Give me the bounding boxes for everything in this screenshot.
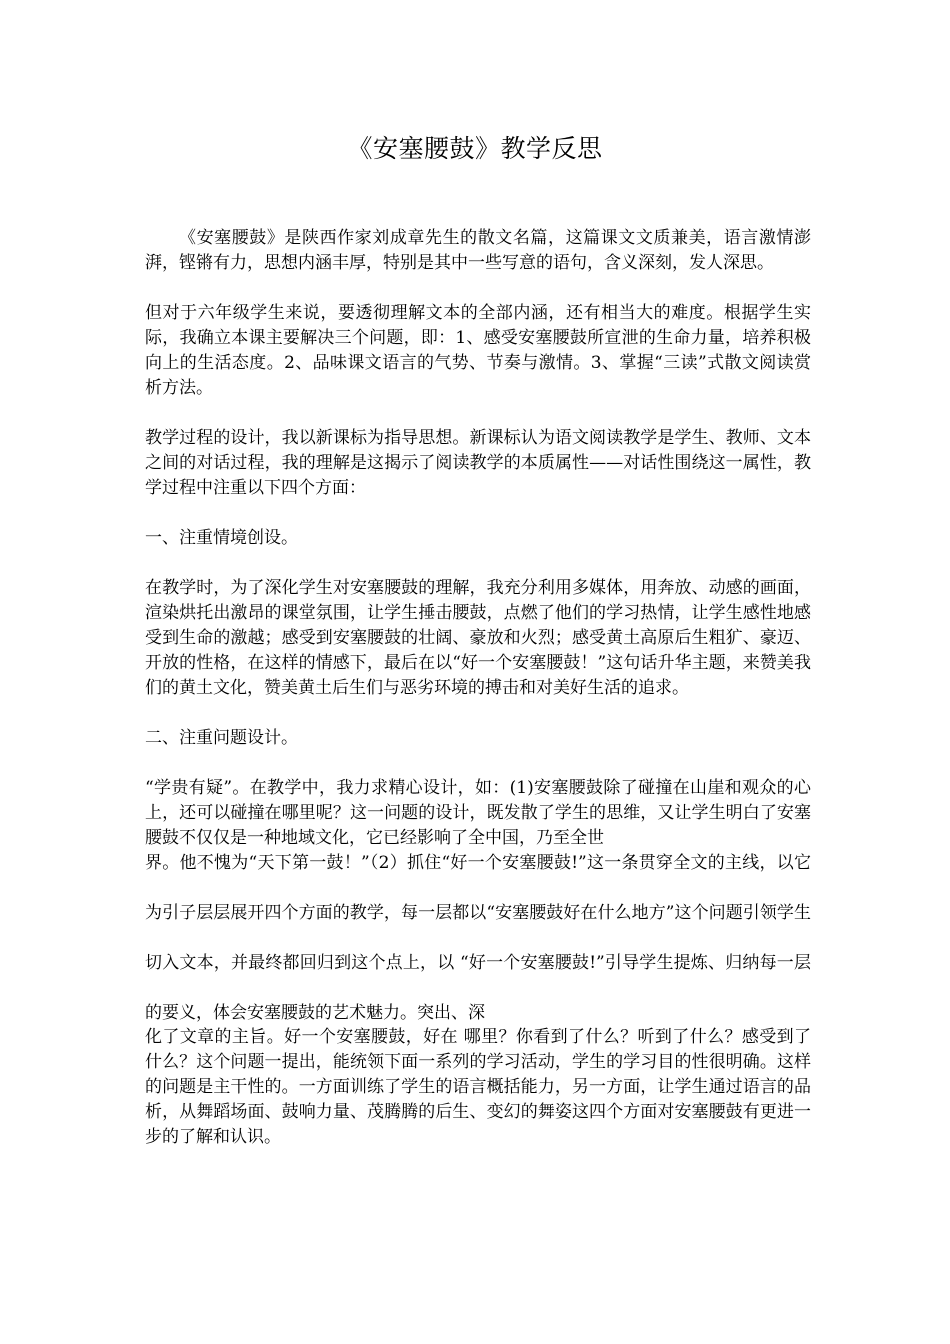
section-heading-2: 二、注重问题设计。: [145, 728, 298, 748]
document-title: 《安塞腰鼓》教学反思: [347, 134, 603, 163]
paragraph-intro: 《安塞腰鼓》是陕西作家刘成章先生的散文名篇，这篇课文文质兼美，语言激情澎湃，铿锵有力，思想内涵丰厚，特别是其中一些写意的语句，含义深刻，发人深思。: [145, 228, 811, 273]
section-heading-1: 一、注重情境创设。: [145, 528, 298, 548]
paragraph-questions-wide: 界。他不愧为“天下第一鼓！”（2）抓住“好一个安塞腰鼓!”这一条贯穿全文的主线，以它为引子层层展开四个方面的教学，每一层都以“安塞腰鼓好在什么地方”这个问题引领学生切入文本，并最终都回归到这个点上，以 “好一个安塞腰鼓!”引导学生提炼、归纳每一层的要义，体会安塞腰鼓的艺术魅力。突出、深: [145, 853, 811, 1023]
paragraph-goals: 但对于六年级学生来说，要透彻理解文本的全部内涵，还有相当大的难度。根据学生实际，我确立本课主要解决三个问题，即：1、感受安塞腰鼓所宣泄的生命力量，培养积极向上的生活态度。2、品味课文语言的气势、节奏与激情。3、掌握“三读”式散文阅读赏析方法。: [145, 303, 811, 398]
paragraph-situation: 在教学时，为了深化学生对安塞腰鼓的理解，我充分利用多媒体，用奔放、动感的画面，渲染烘托出激昂的课堂氛围，让学生捶击腰鼓，点燃了他们的学习热情，让学生感性地感受到生命的激越；感受到安塞腰鼓的壮阔、豪放和火烈；感受黄土高原后生粗犷、豪迈、开放的性格，在这样的情感下，最后在以“好一个安塞腰鼓！”这句话升华主题，来赞美我们的黄土文化，赞美黄土后生们与恶劣环境的搏击和对美好生活的追求。: [145, 578, 811, 698]
document-body: [145, 226, 811, 1175]
paragraph-questions: “学贵有疑”。在教学中，我力求精心设计，如：(1)安塞腰鼓除了碰撞在山崖和观众的心上，还可以碰撞在哪里呢？这一问题的设计，既发散了学生的思维，又让学生明白了安塞腰鼓不仅仅是一种地域文化，它已经影响了全中国，乃至全世: [145, 778, 811, 848]
paragraph-questions-end: 化了文章的主旨。好一个安塞腰鼓，好在 哪里？你看到了什么？听到了什么？感受到了什么？这个问题一提出，能统领下面一系列的学习活动，学生的学习目的性很明确。这样的问题是主干性的。一方面训练了学生的语言概括能力，另一方面，让学生通过语言的品析，从舞蹈场面、鼓响力量、茂腾腾的后生、变幻的舞姿这四个方面对安塞腰鼓有更进一步的了解和认识。: [145, 1027, 811, 1147]
paragraph-design: 教学过程的设计，我以新课标为指导思想。新课标认为语文阅读教学是学生、教师、文本之间的对话过程，我的理解是这揭示了阅读教学的本质属性——对话性围绕这一属性，教学过程中注重以下四个方面：: [145, 428, 811, 498]
